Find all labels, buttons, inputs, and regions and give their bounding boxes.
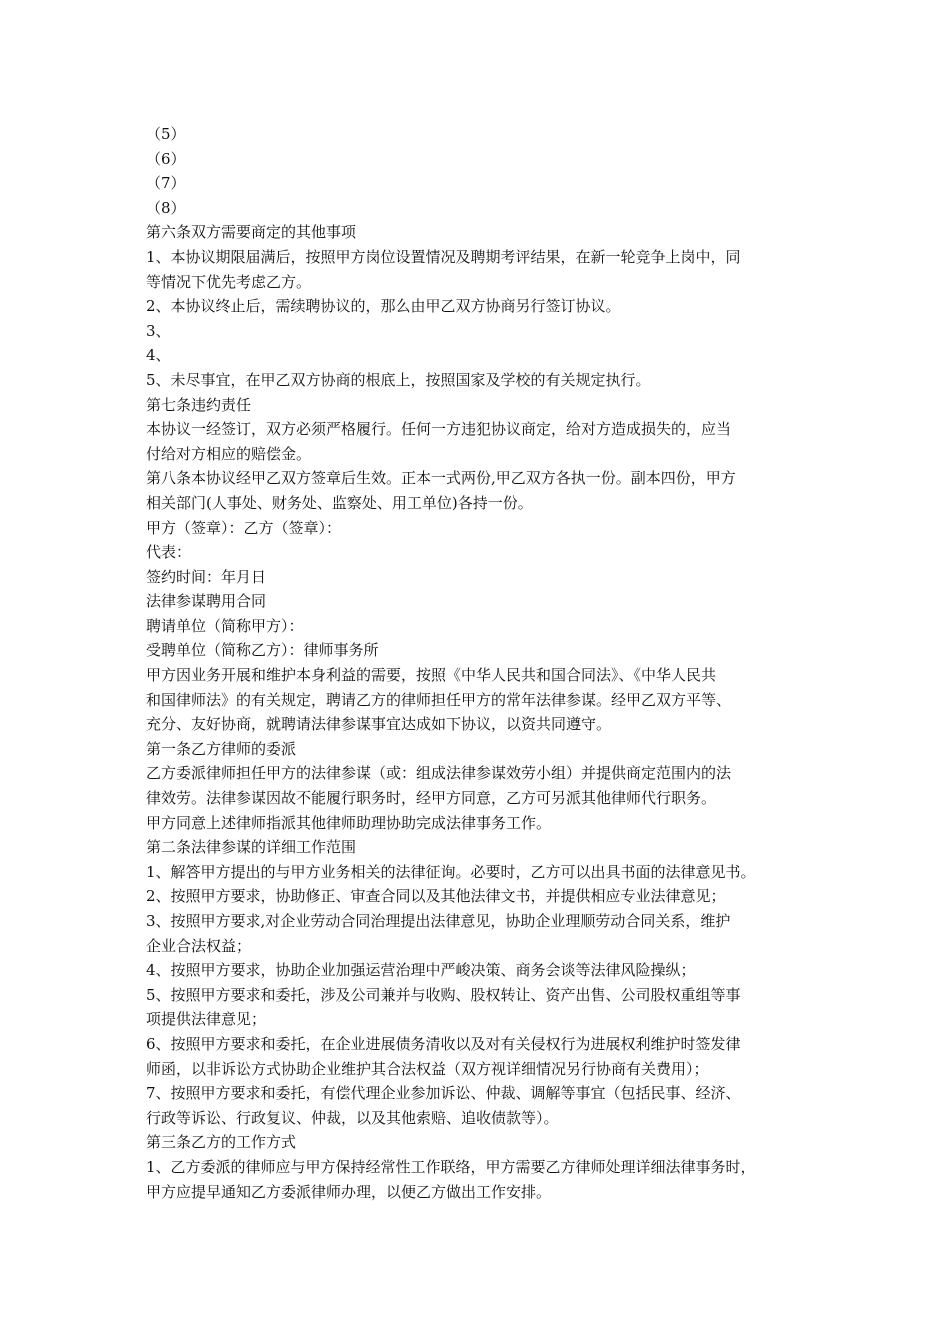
text-line: 4、按照甲方要求，协助企业加强运营治理中严峻决策、商务会谈等法律风险操纵；: [146, 961, 696, 980]
text-line: 甲方应提早通知乙方委派律师办理，以便乙方做出工作安排。: [146, 1182, 552, 1201]
text-line: 付给对方相应的赔偿金。: [146, 444, 312, 463]
text-line: 师函，以非诉讼方式协助企业维护其合法权益（双方视详细情况另行协商有关费用）；: [146, 1059, 709, 1078]
text-line: 1、解答甲方提出的与甲方业务相关的法律征询。必要时，乙方可以出具书面的法律意见书。: [146, 862, 756, 881]
text-line: 行政等诉讼、行政复议、仲裁，以及其他索赔、追收债款等）。: [146, 1108, 559, 1127]
text-line: 5、按照甲方要求和委托，涉及公司兼并与收购、股权转让、资产出售、公司股权重组等事: [146, 985, 741, 1004]
text-line: （8）: [146, 198, 186, 217]
text-line: 法律参谋聘用合同: [146, 592, 267, 611]
text-line: 本协议一经签订，双方必须严格履行。任何一方违犯协议商定，给对方造成损失的，应当: [146, 420, 732, 439]
text-line: 代表：: [146, 543, 192, 562]
text-line: 等情况下优先考虑乙方。: [146, 272, 312, 291]
text-line: 5、未尽事宜，在甲乙双方协商的根底上，按照国家及学校的有关规定执行。: [146, 370, 651, 389]
text-line: （5）: [146, 125, 186, 143]
text-line: 聘请单位（简称甲方）：: [146, 616, 304, 635]
text-line: 甲方因业务开展和维护本身利益的需要，按照《中华人民共和国合同法》、《中华人民共: [146, 666, 717, 685]
text-line: 1、本协议期限届满后，按照甲方岗位设置情况及聘期考评结果，在新一轮竞争上岗中，同: [146, 247, 741, 266]
text-line: 甲方同意上述律师指派其他律师助理协助完成法律事务工作。: [146, 813, 552, 832]
text-line: 项提供法律意见；: [146, 1010, 267, 1029]
document-body: [146, 122, 826, 1204]
text-line: 1、乙方委派的律师应与甲方保持经常性工作联络，甲方需要乙方律师处理详细法律事务时，: [146, 1157, 756, 1176]
text-line: 充分、友好协商，就聘请法律参谋事宜达成如下协议，以资共同遵守。: [146, 715, 612, 734]
text-line: 企业合法权益；: [146, 936, 252, 955]
text-line: 第八条本协议经甲乙双方签章后生效。正本一式两份,甲乙双方各执一份。副本四份，甲方: [146, 469, 736, 488]
text-line: 3、: [146, 321, 171, 340]
text-line: 甲方（签章）：乙方（签章）：: [146, 518, 342, 537]
text-line: 第三条乙方的工作方式: [146, 1133, 297, 1152]
text-line: 4、: [146, 346, 171, 365]
text-line: 第二条法律参谋的详细工作范围: [146, 838, 357, 857]
text-line: 2、本协议终止后，需续聘协议的，那么由甲乙双方协商另行签订协议。: [146, 297, 621, 316]
text-line: 3、按照甲方要求,对企业劳动合同治理提出法律意见，协助企业理顺劳动合同关系，维护: [146, 912, 731, 930]
text-line: 律效劳。法律参谋因故不能履行职务时，经甲方同意，乙方可另派其他律师代行职务。: [146, 789, 717, 808]
text-line: 相关部门(人事处、财务处、监察处、用工单位)各持一份。: [146, 493, 533, 512]
text-line: 2、按照甲方要求，协助修正、审查合同以及其他法律文书，并提供相应专业法律意见；: [146, 887, 726, 906]
text-line: 受聘单位（简称乙方）：律师事务所: [146, 641, 379, 660]
text-line: 和国律师法》的有关规定，聘请乙方的律师担任甲方的常年法律参谋。经甲乙双方平等、: [146, 690, 732, 709]
text-line: 6、按照甲方要求和委托，在企业进展债务清收以及对有关侵权行为进展权利维护时签发律: [146, 1034, 741, 1053]
text-line: 乙方委派律师担任甲方的法律参谋（或：组成法律参谋效劳小组）并提供商定范围内的法: [146, 764, 732, 783]
text-line: 第一条乙方律师的委派: [146, 739, 297, 758]
text-line: 7、按照甲方要求和委托，有偿代理企业参加诉讼、仲裁、调解等事宜（包括民事、经济、: [146, 1084, 741, 1103]
text-line: （7）: [146, 174, 186, 193]
text-line: 第六条双方需要商定的其他事项: [146, 223, 357, 242]
text-line: （6）: [146, 149, 186, 168]
text-line: 第七条违约责任: [146, 395, 252, 414]
text-line: 签约时间：年月日: [146, 567, 267, 586]
